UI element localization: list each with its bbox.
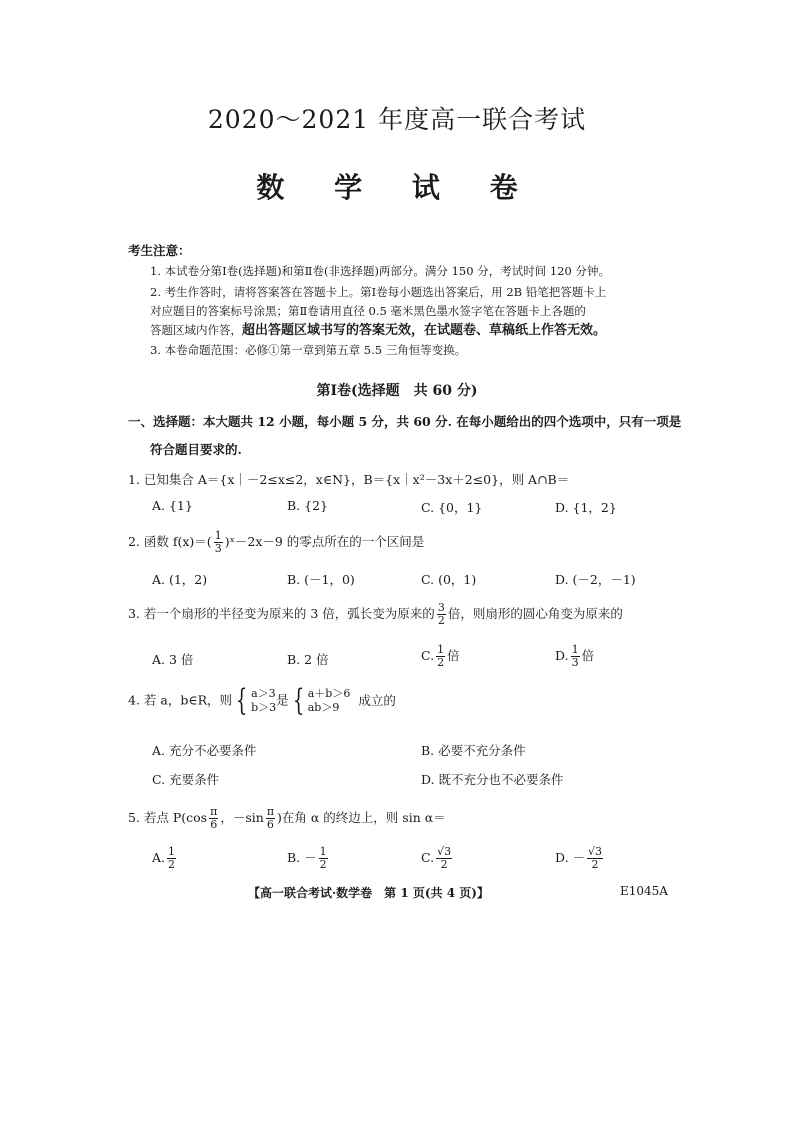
question-5-option-b: [287, 846, 330, 871]
left-brace-icon: {: [235, 683, 248, 718]
question-5-option-a-fraction: [167, 846, 176, 871]
question-3-option-c-denominator: 2: [437, 656, 445, 669]
question-3-option-b: B. 2 倍: [287, 652, 329, 667]
question-5-option-a: [152, 846, 178, 871]
question-3-option-d-numerator: 1: [571, 643, 579, 656]
question-1-option-d: D. {1，2}: [555, 500, 617, 515]
question-3-option-d-letter: D.: [555, 648, 569, 663]
question-5-option-d-denominator: 2: [591, 858, 599, 871]
question-4-condition-2-top: a＋b＞6: [307, 687, 351, 700]
question-2-fraction-denominator: 3: [214, 542, 222, 555]
question-2-stem: [128, 530, 424, 555]
question-2-option-b: B. (－1，0): [287, 572, 355, 587]
question-5-fraction-1-numerator: π: [210, 805, 218, 818]
exam-title: 2020～2021 年度高一联合考试: [207, 105, 587, 134]
question-5-option-c-denominator: 2: [440, 858, 448, 871]
question-2-option-d: D. (－2，－1): [555, 572, 636, 587]
question-4-option-c: C. 充要条件: [152, 772, 220, 787]
exam-subtitle: 数 学 试 卷: [256, 171, 538, 204]
question-5-fraction-2: [266, 806, 275, 831]
question-4-option-d: D. 既不充分也不必要条件: [421, 772, 564, 787]
exam-code: E1045A: [620, 884, 668, 898]
left-brace-icon: {: [292, 683, 304, 718]
question-5-stem-middle: ，－sin: [220, 810, 264, 825]
question-5-option-d: [555, 846, 605, 871]
question-1-option-b: B. {2}: [287, 498, 328, 513]
question-2-stem-end: )ˣ－2x－9 的零点所在的一个区间是: [224, 534, 425, 549]
question-2-stem-start: 2. 函数 f(x)＝(: [128, 534, 212, 549]
question-5-option-d-fraction: [587, 846, 603, 871]
question-5-option-d-numerator: √3: [588, 845, 603, 858]
notice-warning: 超出答题区域书写的答案无效，在试题卷、草稿纸上作答无效。: [242, 323, 607, 338]
notice-item-2-line-1: 2. 考生作答时，请将答案答在答题卡上。第Ⅰ卷每小题选出答案后，用 2B 铅笔把答题卡上: [150, 285, 607, 299]
question-5-option-a-denominator: 2: [168, 858, 176, 871]
question-5-option-c: [421, 846, 454, 871]
question-5-option-b-denominator: 2: [319, 858, 327, 871]
question-4-condition-1-top: a＞3: [251, 687, 276, 700]
question-1-option-a: A. {1}: [152, 498, 193, 513]
section-instruction-2: 符合题目要求的.: [150, 442, 242, 457]
question-4-condition-2-bottom: ab＞9: [307, 701, 340, 714]
question-5-option-b-numerator: 1: [319, 845, 327, 858]
question-3-stem-end: 倍，则扇形的圆心角变为原来的: [447, 606, 623, 621]
question-5-fraction-2-denominator: 6: [266, 818, 274, 831]
question-3-option-d-fraction: [571, 644, 580, 669]
section-instruction-1: 一、选择题：本大题共 12 小题，每小题 5 分，共 60 分. 在每小题给出的四个选项中，只有一项是: [128, 414, 682, 429]
question-4-condition-2: [289, 683, 351, 718]
question-5-option-a-numerator: 1: [168, 845, 176, 858]
question-5-fraction-1: [209, 806, 218, 831]
question-3-option-c: [421, 644, 460, 669]
question-3-option-d: [555, 644, 594, 669]
question-4-stem: [128, 683, 396, 718]
question-5-option-c-fraction: [436, 846, 452, 871]
question-1-stem: 1. 已知集合 A＝{x｜－2≤x≤2，x∈N}，B＝{x｜x²－3x＋2≤0}，则 A∩B＝: [128, 472, 570, 487]
question-4-condition-1-bottom: b＞3: [251, 701, 277, 714]
question-5-option-b-letter: B. －: [287, 850, 317, 865]
question-5-stem-start: 5. 若点 P(cos: [128, 810, 208, 825]
question-1-option-c: C. {0，1}: [421, 500, 483, 515]
question-4-option-b: B. 必要不充分条件: [421, 743, 526, 758]
notice-item-1: 1. 本试卷分第Ⅰ卷(选择题)和第Ⅱ卷(非选择题)两部分。满分 150 分，考试时间 120 分钟。: [150, 264, 610, 278]
question-2-option-c: C. (0，1): [421, 572, 477, 587]
question-5-fraction-2-numerator: π: [266, 805, 275, 818]
question-4-stem-start: 4. 若 a，b∈R，则: [128, 692, 232, 708]
notice-item-2-line-3-plain: 答题区域内作答，: [150, 323, 242, 337]
notice-heading: 考生注意：: [128, 243, 191, 258]
question-3-option-c-numerator: 1: [437, 643, 445, 656]
question-3-option-d-denominator: 3: [571, 656, 579, 669]
notice-item-3: 3. 本卷命题范围：必修①第一章到第五章 5.5 三角恒等变换。: [150, 343, 467, 357]
question-3-stem-start: 3. 若一个扇形的半径变为原来的 3 倍，弧长变为原来的: [128, 606, 435, 621]
question-3-option-c-letter: C.: [421, 648, 435, 663]
question-4-stem-end: 成立的: [358, 692, 396, 708]
section-title: 第Ⅰ卷(选择题 共 60 分): [316, 383, 478, 399]
question-5-fraction-1-denominator: 6: [210, 818, 218, 831]
question-2-option-a: A. (1，2): [152, 572, 208, 587]
notice-item-2-line-2: 对应题目的答案标号涂黑；第Ⅱ卷请用直径 0.5 毫米黑色墨水签字笔在答题卡上各题的: [150, 304, 586, 318]
question-5-option-d-letter: D. －: [555, 850, 586, 865]
question-5-option-a-letter: A.: [152, 850, 166, 865]
question-4-option-a: A. 充分不必要条件: [152, 743, 257, 758]
question-4-condition-1: [232, 683, 277, 718]
question-2-fraction-numerator: 1: [214, 529, 222, 542]
question-5-option-b-fraction: [319, 846, 328, 871]
question-2-fraction: [214, 530, 223, 555]
question-5-stem: [128, 806, 446, 831]
question-5-stem-end: )在角 α 的终边上，则 sin α＝: [277, 810, 446, 825]
question-3-fraction-denominator: 2: [437, 614, 445, 627]
page-footer: 【高一联合考试·数学卷 第 1 页(共 4 页)】: [248, 886, 489, 900]
question-5-option-c-letter: C.: [421, 850, 435, 865]
question-3-fraction: [437, 602, 446, 627]
notice-item-2-line-3: [150, 321, 710, 340]
question-3-fraction-numerator: 3: [437, 601, 445, 614]
question-5-option-c-numerator: √3: [437, 845, 452, 858]
question-3-stem: [128, 602, 623, 627]
question-3-option-a: A. 3 倍: [152, 652, 194, 667]
question-3-option-d-unit: 倍: [581, 648, 595, 663]
question-4-stem-middle: 是: [276, 692, 289, 708]
question-3-option-c-unit: 倍: [447, 648, 460, 663]
question-3-option-c-fraction: [436, 644, 445, 669]
